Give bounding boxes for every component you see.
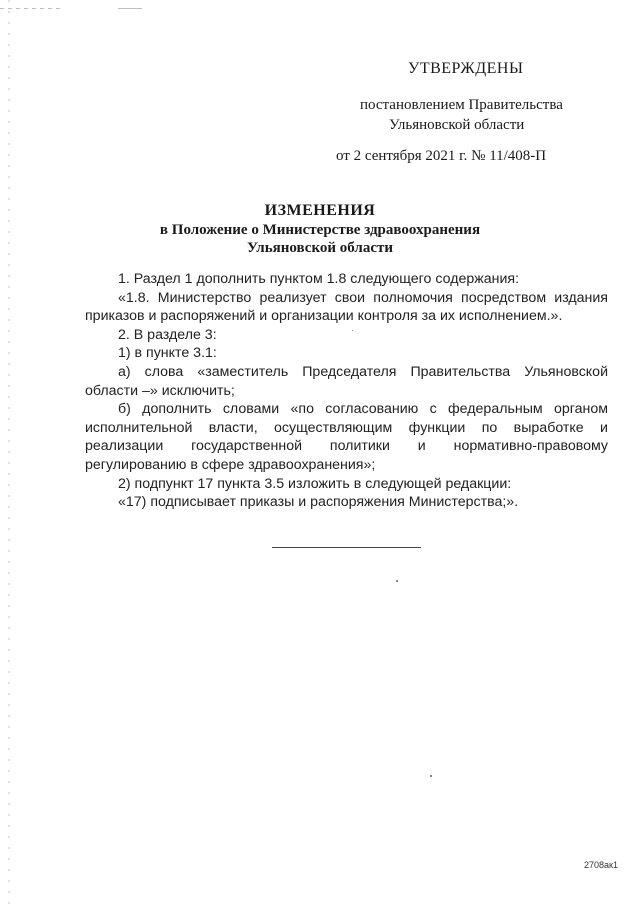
approval-heading: УТВЕРЖДЕНЫ — [408, 60, 524, 77]
paragraph: 2) подпункт 17 пункта 3.5 изложить в следующей редакции: — [118, 475, 512, 492]
footer-document-code: 2708ак1 — [584, 860, 618, 870]
paragraph: б) дополнить словами «по согласованию с федеральным органом исполнительной власти, осуществляющим функции по выработке и реализации государственной политики и нормативно-правовому регулированию в сфере здравоохранения»; — [85, 401, 608, 473]
paragraph: «17) подписывает приказы и распоряжения Министерства;». — [118, 494, 519, 511]
paragraph: «1.8. Министерство реализует свои полномочия посредством издания приказов и распоряжений и организации контроля за их исполнением.». — [85, 289, 608, 325]
title-sub-1: в Положение о Министерстве здравоохранения — [159, 222, 481, 238]
scan-top-mark — [0, 8, 60, 9]
scan-edge-marks — [8, 0, 10, 905]
approval-line-2: Ульяновской области — [389, 117, 525, 133]
paragraph: а) слова «заместитель Председателя Правительства Ульяновской области –» исключить; — [85, 363, 608, 399]
scan-top-mark-2 — [118, 8, 142, 9]
end-separator-line — [272, 547, 421, 548]
scan-speck — [430, 775, 432, 777]
document-body — [85, 270, 608, 512]
paragraph: 2. В разделе 3: — [118, 326, 217, 343]
approval-line-1: постановлением Правительства — [360, 97, 563, 113]
document-title — [0, 202, 640, 257]
paragraph: 1) в пункте 3.1: — [118, 345, 217, 362]
title-sub-2: Ульяновской области — [246, 240, 394, 256]
approval-line-3: от 2 сентября 2021 г. № 11/408-П — [336, 148, 547, 164]
scan-speck — [396, 580, 398, 582]
paragraph: 1. Раздел 1 дополнить пунктом 1.8 следующего содержания: — [118, 271, 520, 287]
scan-speck — [352, 330, 353, 331]
title-main: ИЗМЕНЕНИЯ — [264, 202, 376, 219]
